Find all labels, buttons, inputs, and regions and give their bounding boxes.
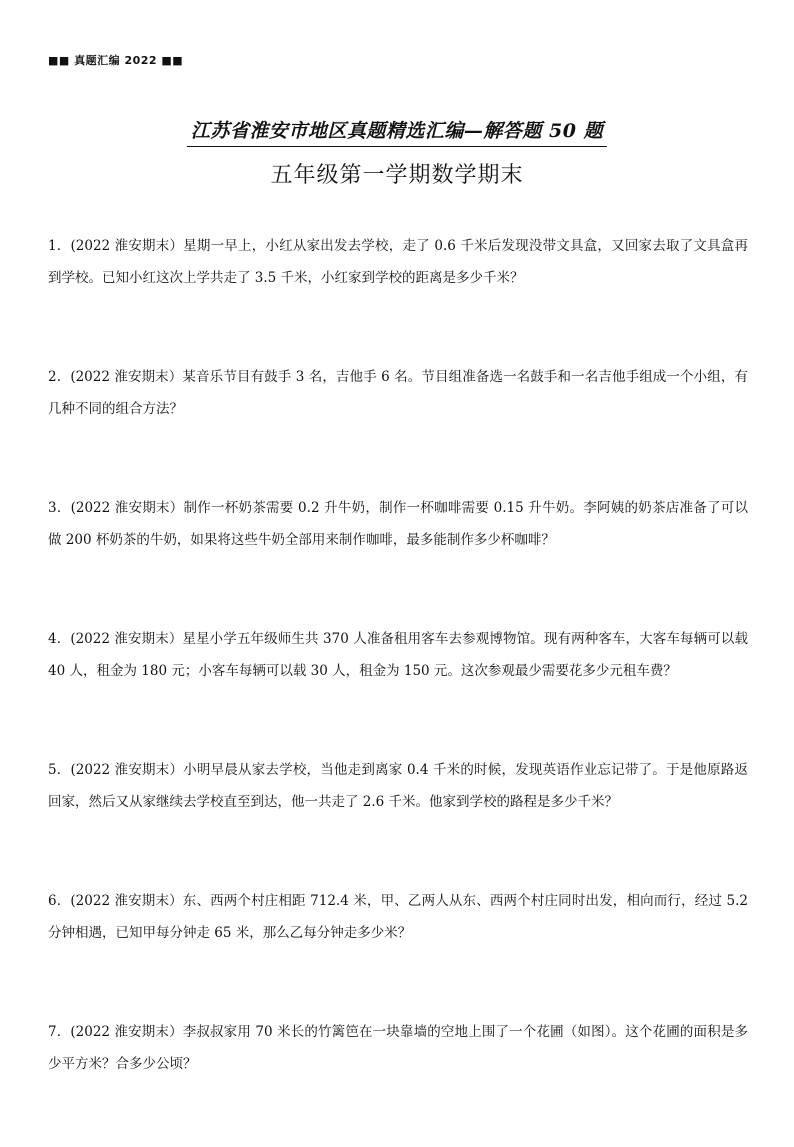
question-list (48, 230, 748, 1147)
question-6: 6．(2022 淮安期末）东、西两个村庄相距 712.4 米，甲、乙两人从东、西两个村庄同时出发，相向而行，经过 5.2 分钟相遇，已知甲每分钟走 65 米，那么乙每分钟走多少米？ (48, 893, 748, 941)
question-7: 7．(2022 淮安期末）李叔叔家用 70 米长的竹篱笆在一块靠墙的空地上围了一个花圃（如图）。这个花圃的面积是多少平方米？合多少公顷？ (48, 1024, 748, 1072)
question-2: 2．(2022 淮安期末）某音乐节目有鼓手 3 名，吉他手 6 名。节目组准备选一名鼓手和一名吉他手组成一个小组，有几种不同的组合方法？ (48, 369, 748, 417)
header-tag: ■■ 真题汇编 2022 ■■ (48, 54, 184, 67)
document-subtitle: 五年级第一学期数学期末 (270, 163, 524, 188)
question-5: 5．(2022 淮安期末）小明早晨从家去学校，当他走到离家 0.4 千米的时候，发现英语作业忘记带了。于是他原路返回家，然后又从家继续去学校直至到达，他一共走了 2.6 千米。他家到学校的路程是多少千米？ (48, 762, 748, 810)
question-1: 1．(2022 淮安期末）星期一早上，小红从家出发去学校，走了 0.6 千米后发现没带文具盒，又回家去取了文具盒再到学校。已知小红这次上学共走了 3.5 千米，小红家到学校的距离是多少千米？ (48, 238, 748, 286)
question-4: 4．(2022 淮安期末）星星小学五年级师生共 370 人准备租用客车去参观博物馆。现有两种客车，大客车每辆可以载 40 人，租金为 180 元；小客车每辆可以载 30 人，租金为 150 元。这次参观最少需要花多少元租车费？ (48, 631, 748, 679)
document-title-text: 江苏省淮安市地区真题精选汇编—解答题 50 题 (187, 116, 607, 147)
question-3: 3．(2022 淮安期末）制作一杯奶茶需要 0.2 升牛奶，制作一杯咖啡需要 0.15 升牛奶。李阿姨的奶茶店准备了可以做 200 杯奶茶的牛奶，如果将这些牛奶全部用来制作咖啡，最多能制作多少杯咖啡？ (48, 500, 748, 548)
document-title (0, 116, 794, 147)
